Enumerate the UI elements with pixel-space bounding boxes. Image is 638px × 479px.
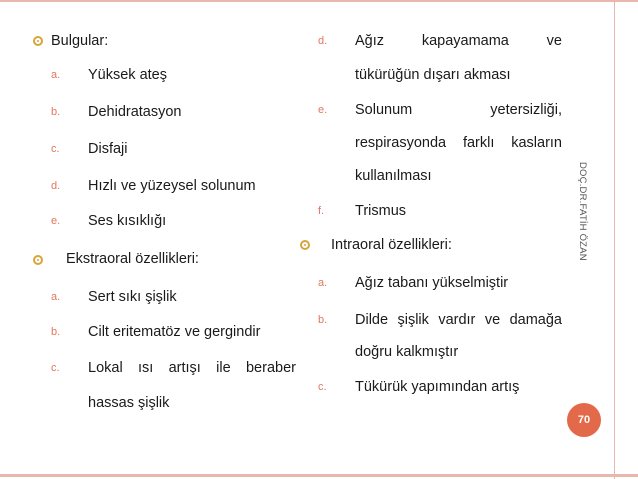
page-number-badge: 70 — [567, 403, 601, 437]
word: beraber — [245, 360, 296, 376]
top-rule — [0, 0, 638, 2]
list-item-continuation: kullanılması — [355, 168, 432, 184]
list-marker: d. — [51, 180, 61, 192]
word: respirasyonda — [355, 135, 447, 151]
list-marker: e. — [51, 215, 61, 227]
list-item — [355, 32, 562, 50]
list-item-continuation: hassas şişlik — [88, 395, 170, 411]
list-item: Sert sıkı şişlik — [88, 289, 177, 305]
bullet-icon — [33, 255, 43, 265]
word: vardır — [438, 312, 476, 328]
list-item: Yüksek ateş — [88, 67, 167, 83]
heading-extraoral: Ekstraoral özellikleri: — [66, 251, 199, 267]
list-marker: e. — [318, 104, 328, 116]
author-label: DOÇ.DR.FATİH ÖZAN — [577, 162, 588, 261]
list-marker: a. — [51, 69, 61, 81]
list-marker: a. — [318, 277, 328, 289]
list-marker: c. — [51, 143, 60, 155]
word: ve — [546, 33, 562, 49]
word: artışı — [168, 360, 201, 376]
heading-findings: Bulgular: — [51, 33, 109, 49]
heading-intraoral: Intraoral özellikleri: — [331, 237, 452, 253]
list-marker: b. — [318, 314, 328, 326]
right-rule — [614, 0, 615, 479]
word: ısı — [137, 360, 154, 376]
list-marker: c. — [51, 362, 60, 374]
list-marker: b. — [51, 326, 61, 338]
list-marker: f. — [318, 205, 325, 217]
list-item: Cilt eritematöz ve gergindir — [88, 324, 261, 340]
list-item — [88, 359, 296, 377]
list-marker: a. — [51, 291, 61, 303]
list-item: Ağız tabanı yükselmiştir — [355, 275, 509, 291]
word: Dilde — [355, 312, 389, 328]
word: damağa — [509, 312, 562, 328]
word: Lokal — [88, 360, 123, 376]
list-item: Hızlı ve yüzeysel solunum — [88, 178, 256, 194]
word: kasların — [511, 135, 562, 151]
word: şişlik — [397, 312, 429, 328]
list-item-continuation: tükürüğün dışarı akması — [355, 67, 511, 83]
list-marker: b. — [51, 106, 61, 118]
list-item: Trismus — [355, 203, 407, 219]
bottom-rule — [0, 474, 638, 477]
word: Ağız — [355, 33, 385, 49]
list-item: Disfaji — [88, 141, 128, 157]
word: Solunum — [355, 102, 413, 118]
bullet-icon — [300, 240, 310, 250]
list-item-continuation: doğru kalkmıştır — [355, 344, 459, 360]
list-item: Ses kısıklığı — [88, 213, 167, 229]
list-item-continuation — [355, 134, 562, 152]
list-item — [355, 101, 562, 119]
bullet-icon — [33, 36, 43, 46]
word: kapayamama — [421, 33, 509, 49]
list-item: Dehidratasyon — [88, 104, 182, 120]
word: ile — [216, 360, 231, 376]
word: farklı — [462, 135, 495, 151]
list-marker: c. — [318, 381, 327, 393]
list-item: Tükürük yapımından artış — [355, 379, 520, 395]
list-marker: d. — [318, 35, 328, 47]
word: yetersizliği, — [490, 102, 562, 118]
list-item — [355, 311, 562, 329]
word: ve — [484, 312, 501, 328]
